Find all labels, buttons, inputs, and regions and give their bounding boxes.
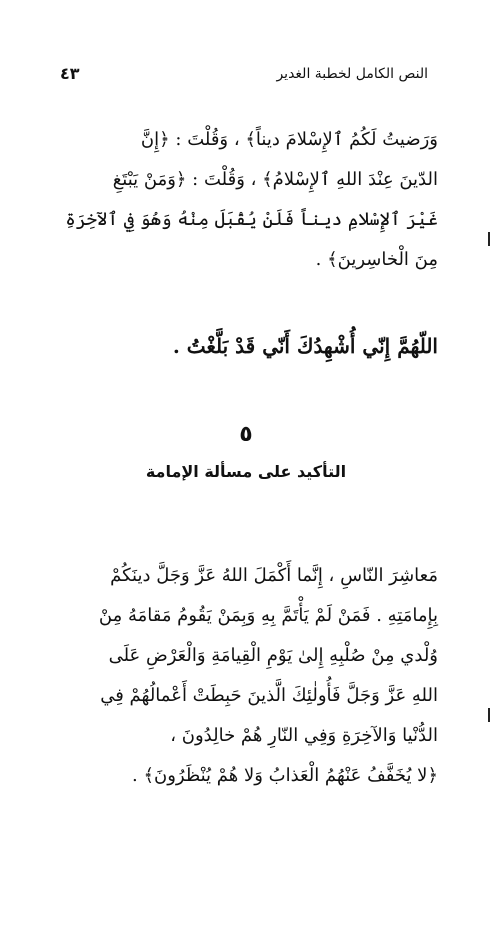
text-line: بِإِمامَتِهِ . فَمَنْ لَمْ يَأْتَمَّ بِهِ وَبِمَنْ يَقُومُ مَقامَهُ مِنْ: [98, 605, 438, 626]
text-line: مَعاشِرَ النّاسِ ، إِنَّما أَكْمَلَ اللهُ عَزَّ وَجَلَّ دينَكُمْ: [110, 565, 438, 586]
text-line: وَرَضيتُ لَكُمُ ٱلإِسْلامَ ديناً﴾ ، وَقُلْتَ : ﴿إِنَّ: [140, 129, 438, 150]
section-number: [0, 422, 492, 447]
scan-edge-mark: [488, 708, 490, 722]
text-line: الدُّنْيا وَالآخِرَةِ وَفِي النّارِ هُمْ خالِدُونَ ،: [170, 725, 438, 746]
text-line: الدّينَ عِنْدَ اللهِ ٱلإِسْلامُ﴾ ، وَقُلْتَ : ﴿وَمَنْ يَبْتَغِ: [112, 169, 438, 190]
text-line: ﴿لا يُخَفَّفُ عَنْهُمُ الْعَذابُ وَلا هُمْ يُنْظَرُونَ﴾ .: [132, 765, 438, 786]
paragraph-quran-quotes: [48, 120, 438, 280]
paragraph-testimony: [48, 326, 438, 366]
section-title: التأكيد على مسألة الإمامة: [145, 462, 347, 481]
text-line: غَيْرَ ٱلإِسْلامِ ديناً فَلَنْ يُقْبَلَ مِنْهُ وَهُوَ فِي ٱلآخِرَةِ: [65, 209, 438, 230]
text-line: مِنَ الْخاسِرينَ﴾ .: [315, 249, 438, 270]
scan-edge-mark: [488, 232, 490, 246]
page-header: [60, 66, 428, 92]
section-number-value: ٥: [239, 422, 253, 447]
text-line: اللهِ عَزَّ وَجَلَّ فَأُولٰئِكَ الَّذينَ حَبِطَتْ أَعْمالُهُمْ فِي: [100, 685, 438, 706]
text-line: وُلْدي مِنْ صُلْبِهِ إِلىٰ يَوْمِ الْقِيامَةِ وَالْعَرْضِ عَلَى: [108, 645, 438, 666]
running-title: النص الكامل لخطبة الغدير: [276, 66, 428, 82]
page-number: ٤٣: [60, 64, 80, 83]
text-line: اللّهُمَّ إِنّي أُشْهِدُكَ أَنّي قَدْ بَلَّغْتُ .: [172, 334, 438, 358]
paragraph-imamate: [46, 556, 438, 796]
